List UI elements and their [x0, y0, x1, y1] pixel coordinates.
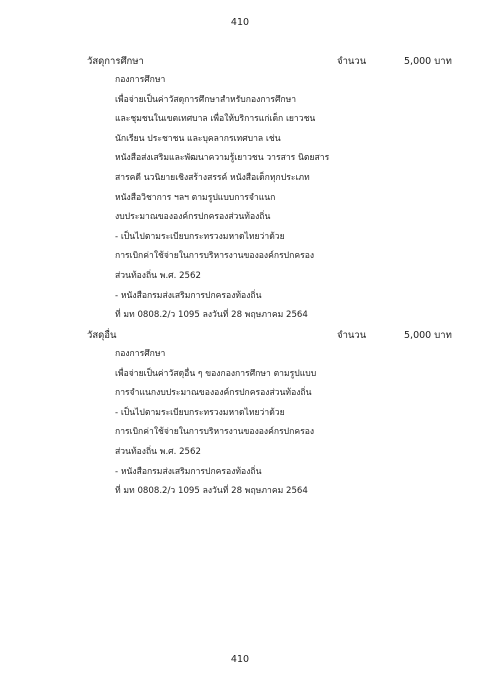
- description-line: - เป็นไปตามระเบียบกระทรวงมหาดไทยว่าด้วย: [115, 407, 285, 418]
- description-line: การเบิกค่าใช้จ่ายในการบริหารงานขององค์กรปกครอง: [115, 427, 315, 438]
- quantity-label: จำนวน: [337, 330, 367, 341]
- description-line: หนังสือส่งเสริมและพัฒนาความรู้เยาวชน วารสาร นิตยสาร: [115, 153, 330, 164]
- budget-item-title: วัสดุการศึกษา: [87, 56, 144, 67]
- description-line: การจำแนกงบประมาณขององค์กรปกครองส่วนท้องถิ่น: [115, 388, 312, 399]
- description-line: ส่วนท้องถิ่น พ.ศ. 2562: [115, 270, 201, 281]
- page-number-top: 410: [230, 17, 250, 28]
- budget-amount: 5,000 บาท: [404, 56, 452, 67]
- description-line: งบประมาณขององค์กรปกครองส่วนท้องถิ่น: [115, 212, 271, 223]
- description-line: เพื่อจ่ายเป็นค่าวัสดุอื่น ๆ ของกองการศึกษา ตามรูปแบบ: [115, 368, 317, 379]
- quantity-label: จำนวน: [337, 56, 367, 67]
- description-line: ส่วนท้องถิ่น พ.ศ. 2562: [115, 446, 201, 457]
- description-line: ที่ มท 0808.2/ว 1095 ลงวันที่ 28 พฤษภาคม 2564: [115, 310, 308, 321]
- budget-item-other-supplies: [0, 328, 480, 502]
- description-line: นักเรียน ประชาชน และบุคลากรเทศบาล เช่น: [115, 133, 281, 144]
- description-line: การเบิกค่าใช้จ่ายในการบริหารงานขององค์กรปกครอง: [115, 251, 315, 262]
- budget-item-description: [0, 71, 480, 326]
- description-line: เพื่อจ่ายเป็นค่าวัสดุการศึกษาสำหรับกองการศึกษา: [115, 94, 297, 105]
- description-line: กองการศึกษา: [115, 349, 166, 359]
- budget-item-education-supplies: [0, 54, 480, 326]
- budget-item-header: [0, 328, 480, 343]
- description-line: - หนังสือกรมส่งเสริมการปกครองท้องถิ่น: [115, 290, 262, 301]
- description-line: กองการศึกษา: [115, 75, 166, 85]
- budget-amount: 5,000 บาท: [404, 330, 452, 341]
- description-line: - เป็นไปตามระเบียบกระทรวงมหาดไทยว่าด้วย: [115, 231, 285, 242]
- description-line: ที่ มท 0808.2/ว 1095 ลงวันที่ 28 พฤษภาคม 2564: [115, 486, 308, 497]
- description-line: หนังสือวิชาการ ฯลฯ ตามรูปแบบการจำแนก: [115, 192, 276, 203]
- budget-item-header: [0, 54, 480, 69]
- budget-item-title: วัสดุอื่น: [87, 330, 117, 341]
- description-line: - หนังสือกรมส่งเสริมการปกครองท้องถิ่น: [115, 466, 262, 477]
- description-line: สารคดี นวนิยายเชิงสร้างสรรค์ หนังสือเด็กทุกประเภท: [115, 172, 310, 183]
- budget-item-description: [0, 345, 480, 502]
- description-line: และชุมชนในเขตเทศบาล เพื่อให้บริการแก่เด็ก เยาวชน: [115, 114, 316, 125]
- page-number-bottom: 410: [230, 654, 250, 665]
